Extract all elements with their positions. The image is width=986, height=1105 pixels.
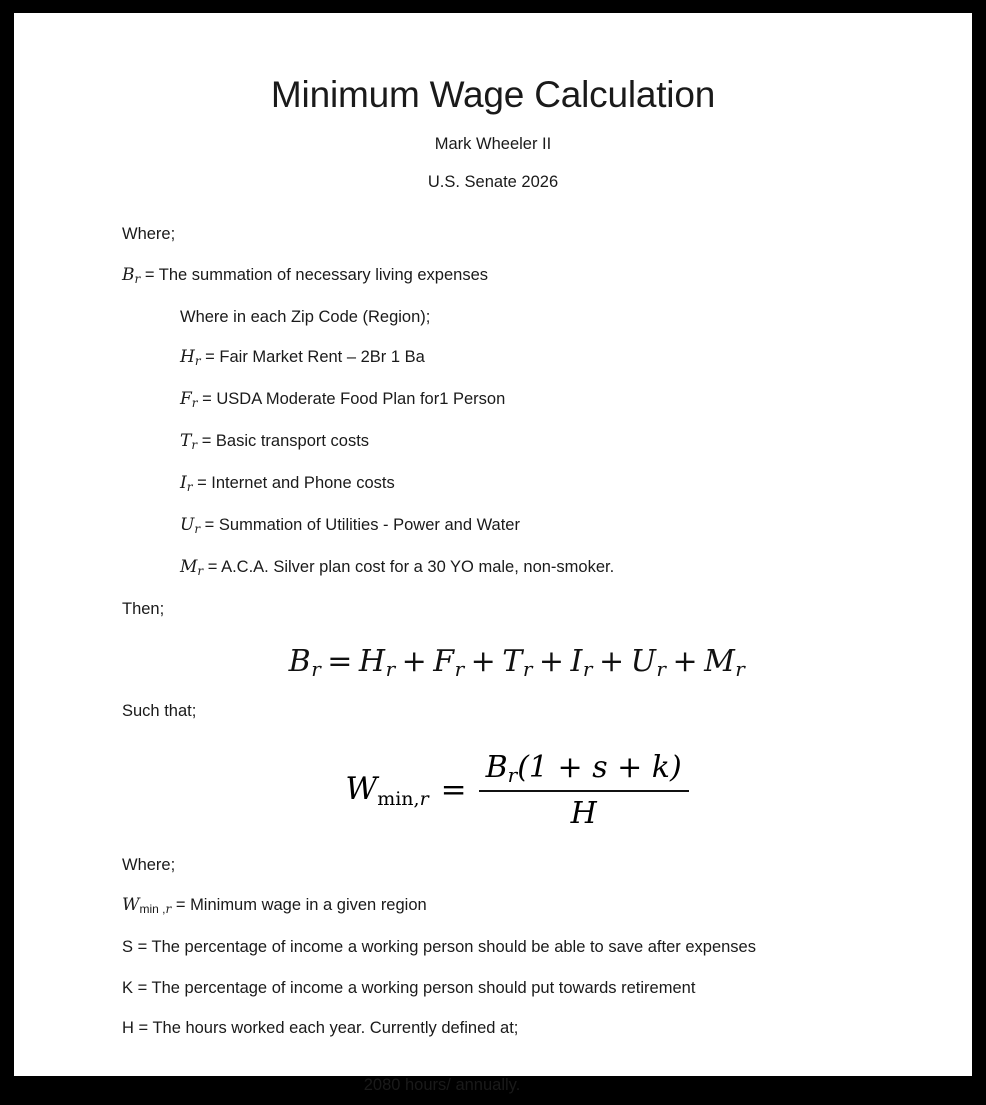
eq2-numerator	[480, 750, 688, 790]
eq2-equals: =	[440, 772, 467, 808]
eq1-term-f-sub: r	[454, 656, 465, 681]
t-symbol: T	[180, 431, 192, 452]
eq1-lhs: B	[288, 643, 312, 679]
k-definition-text: = The percentage of income a working person should put towards retirement	[137, 978, 696, 997]
eq1-op-4: +	[598, 643, 625, 679]
eq1-term-f: F	[433, 643, 455, 679]
wmin-subscript: min ,	[139, 902, 166, 917]
equation-minimum-wage	[122, 732, 912, 845]
i-subscript: r	[186, 480, 193, 495]
s-symbol: S	[122, 938, 134, 957]
definition-item-f	[122, 379, 912, 421]
final-definition-h	[122, 1008, 912, 1049]
eq1-term-u-sub: r	[656, 656, 667, 681]
eq1-term-m: M	[704, 643, 736, 679]
eq1-equals: =	[327, 643, 353, 679]
u-symbol: U	[180, 515, 195, 536]
eq1-op-1: +	[401, 643, 428, 679]
eq2-numerator-symbol: B	[485, 749, 508, 785]
b-subscript: r	[134, 271, 141, 286]
eq2-lhs-symbol: W	[345, 770, 378, 807]
document-affiliation: U.S. Senate 2026	[427, 173, 559, 191]
m-subscript: r	[197, 564, 204, 579]
eq1-term-i: I	[570, 643, 583, 679]
eq2-denominator: H	[570, 795, 597, 831]
definition-item-h	[122, 337, 912, 379]
such-that-label: Such that;	[122, 701, 197, 720]
eq2-numerator-rest: (1 + s + k)	[517, 749, 682, 785]
wmin-subscript-italic: r	[165, 902, 172, 917]
then-label: Then;	[122, 600, 165, 619]
b-symbol: B	[122, 264, 135, 285]
wmin-symbol: W	[122, 895, 140, 916]
eq1-term-h-sub: r	[385, 656, 396, 681]
s-definition-text: = The percentage of income a working person should be able to save after expenses	[137, 938, 756, 957]
hours-definition-text: = The hours worked each year. Currently defined at;	[138, 1019, 519, 1038]
document-author: Mark Wheeler II	[434, 135, 552, 153]
h-subscript: r	[194, 354, 201, 369]
t-subscript: r	[191, 438, 198, 453]
i-definition-text: = Internet and Phone costs	[197, 474, 395, 493]
eq1-lhs-sub: r	[311, 656, 322, 681]
where-label-2: Where;	[122, 855, 176, 874]
eq2-numerator-sub: r	[507, 762, 518, 787]
definition-item-i	[122, 463, 912, 505]
eq2-lhs-sub-italic: r	[419, 787, 429, 810]
eq2-lhs-sub: min,	[377, 787, 420, 810]
f-subscript: r	[191, 396, 198, 411]
eq1-op-5: +	[672, 643, 699, 679]
document-body	[14, 214, 972, 1105]
eq1-term-h: H	[358, 643, 386, 679]
final-definition-k	[122, 968, 912, 1009]
final-definition-s	[122, 927, 912, 968]
definition-item-m	[122, 547, 912, 589]
u-subscript: r	[194, 522, 201, 537]
document-page	[14, 13, 972, 1094]
region-label: Where in each Zip Code (Region);	[180, 307, 431, 326]
m-symbol: M	[180, 557, 198, 578]
h-definition-text: = Fair Market Rent – 2Br 1 Ba	[205, 348, 425, 367]
definition-item-t	[122, 421, 912, 463]
final-definition-wmin	[122, 885, 912, 927]
eq1-term-m-sub: r	[735, 656, 746, 681]
k-symbol: K	[122, 978, 134, 997]
hours-note: 2080 hours/ annually.	[363, 1075, 521, 1094]
u-definition-text: = Summation of Utilities - Power and Water	[204, 516, 520, 535]
f-symbol: F	[180, 389, 192, 410]
definition-item-u	[122, 505, 912, 547]
where-label: Where;	[122, 225, 176, 243]
page-title: Minimum Wage Calculation	[270, 74, 716, 115]
wmin-definition-text: = Minimum wage in a given region	[175, 896, 427, 915]
eq2-lhs	[345, 771, 428, 810]
hours-symbol: H	[122, 1019, 134, 1038]
eq1-term-i-sub: r	[582, 656, 593, 681]
i-symbol: I	[180, 473, 187, 494]
eq1-op-3: +	[538, 643, 565, 679]
f-definition-text: = USDA Moderate Food Plan for1 Person	[202, 390, 506, 409]
b-definition-text: = The summation of necessary living expenses	[144, 265, 489, 284]
h-symbol: H	[180, 347, 195, 368]
equation-sum-of-expenses	[122, 630, 912, 691]
eq1-term-u: U	[630, 643, 657, 679]
m-definition-text: = A.C.A. Silver plan cost for a 30 YO male, non-smoker.	[207, 558, 615, 577]
eq1-term-t: T	[502, 643, 523, 679]
eq1-term-t-sub: r	[522, 656, 533, 681]
eq2-fraction	[479, 750, 689, 831]
t-definition-text: = Basic transport costs	[201, 432, 370, 451]
b-definition-line	[122, 255, 912, 297]
eq1-op-2: +	[470, 643, 497, 679]
